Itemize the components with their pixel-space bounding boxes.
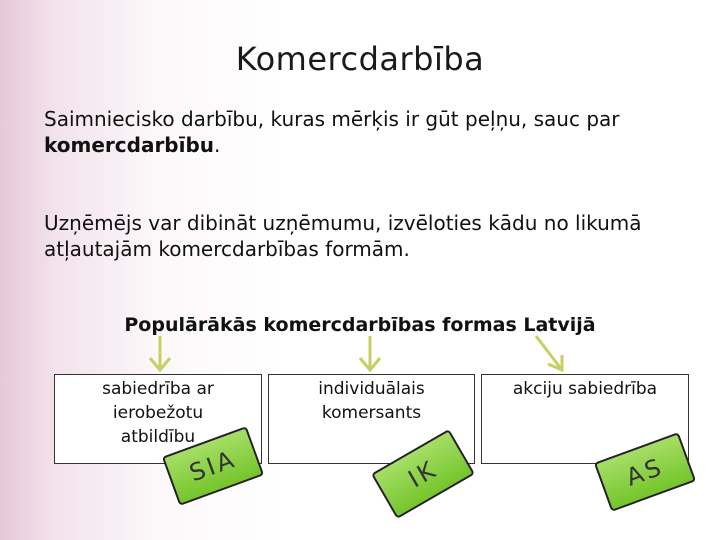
form-label-line: komersants xyxy=(321,403,422,423)
badge-as: AS xyxy=(594,432,696,512)
form-label-line: atbildību xyxy=(120,427,196,447)
forms-heading: Populārākās komercdarbības formas Latvijā xyxy=(124,314,596,336)
badge-sia: SIA xyxy=(162,426,264,506)
form-label-line: individuālais xyxy=(318,379,425,399)
definition-end: . xyxy=(214,133,221,157)
slide-title: Komercdarbība xyxy=(235,40,485,78)
definition-text: Saimniecisko darbību, kuras mērķis ir gūt peļņu, sauc par xyxy=(44,107,620,131)
badge-ik: IK xyxy=(371,429,475,519)
form-label-line: akciju sabiedrība xyxy=(512,379,658,399)
definition-term: komercdarbību xyxy=(44,133,215,157)
entrepreneur-paragraph: Uzņēmējs var dibināt uzņēmumu, izvēloties kādu no likumā atļautajām komercdarbības formām. xyxy=(44,211,642,261)
form-label-line: sabiedrība ar xyxy=(102,379,214,399)
arrow-right xyxy=(536,336,562,370)
arrow-left xyxy=(150,336,170,370)
form-label-line: ierobežotu xyxy=(112,403,204,423)
arrow-middle xyxy=(360,336,380,370)
